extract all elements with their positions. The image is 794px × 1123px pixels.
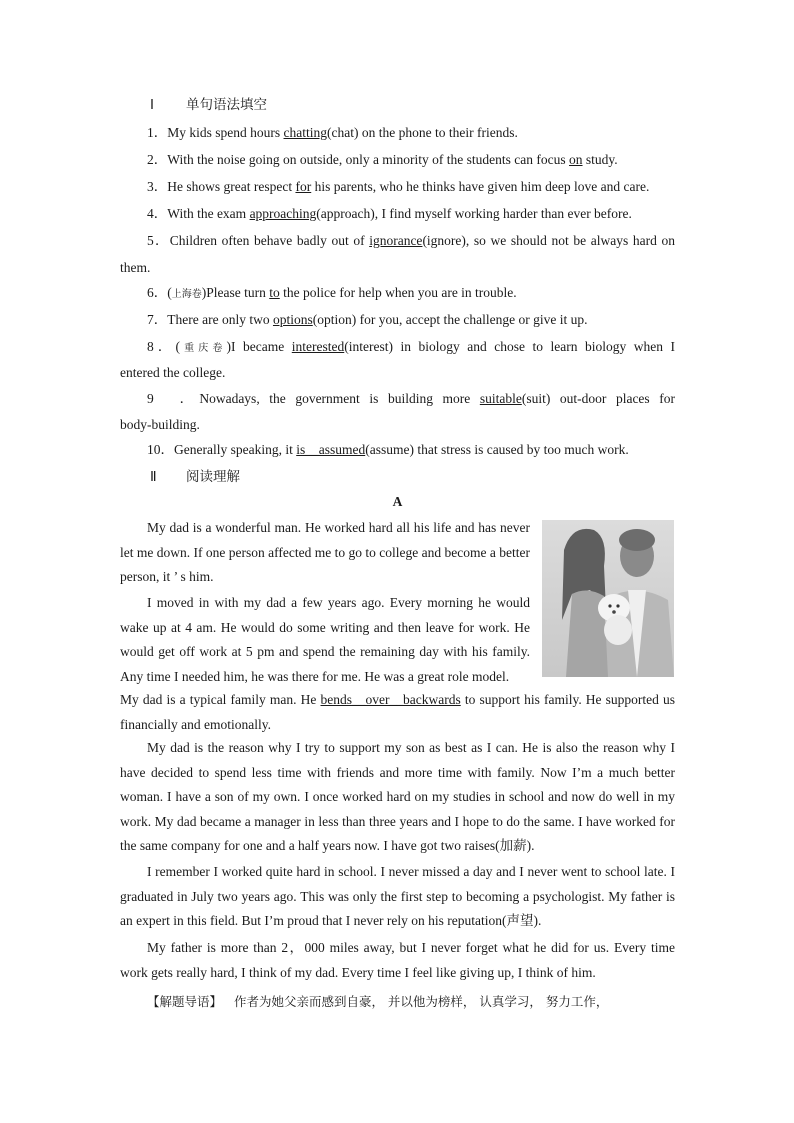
source-tag: 重庆卷 bbox=[180, 343, 227, 354]
paragraph-3-end: to support his family. He supported us financially and emotionally. bbox=[120, 692, 676, 732]
paragraph-3-start: My dad is a typical family man. He bbox=[120, 692, 317, 707]
exercise-text: 9 ．Nowadays, the government is building more bbox=[147, 391, 480, 406]
exercise-text: (chat) on the phone to their friends. bbox=[327, 125, 518, 140]
section-heading-reading bbox=[150, 468, 240, 486]
exercise-line bbox=[147, 151, 675, 169]
exercise-line bbox=[147, 311, 675, 329]
exercise-text: 3．He shows great respect bbox=[147, 179, 296, 194]
father-daughter-photo bbox=[542, 520, 674, 677]
answer-blank: to bbox=[269, 285, 280, 300]
exercise-text: the police for help when you are in trouble. bbox=[279, 285, 517, 300]
exercise-line bbox=[147, 178, 675, 196]
section-number: Ⅱ bbox=[150, 469, 157, 484]
answer-blank: bends__over__backwards bbox=[320, 692, 461, 707]
section-heading-grammar bbox=[150, 96, 267, 114]
answer-blank: suitable bbox=[479, 391, 522, 406]
exercise-text: 4．With the exam bbox=[147, 206, 250, 221]
section-title: 阅读理解 bbox=[186, 469, 240, 485]
exercise-text: (interest) in biology and chose to learn biology when I bbox=[344, 339, 676, 354]
exercise-text: 8．( bbox=[147, 339, 181, 354]
exercise-text: 2．With the noise going on outside, only a minority of the students can focus bbox=[147, 152, 570, 167]
section-title: 单句语法填空 bbox=[186, 97, 267, 113]
answer-blank: ignorance bbox=[369, 233, 423, 248]
paragraph-3 bbox=[120, 688, 675, 737]
answer-blank: interested bbox=[291, 339, 345, 354]
exercise-line bbox=[147, 441, 675, 459]
exercise-text: (approach), I find myself working harder than ever before. bbox=[316, 206, 632, 221]
exercise-text: 6．( bbox=[147, 285, 172, 300]
exercise-text: them. bbox=[120, 260, 151, 275]
source-tag: 上海卷 bbox=[171, 289, 202, 300]
answer-blank: for bbox=[295, 179, 312, 194]
passage-label: A bbox=[392, 494, 403, 509]
guide-text: 作者为她父亲而感到自豪， 并以他为榜样， 认真学习， 努力工作， bbox=[233, 994, 609, 1009]
answer-blank: on bbox=[569, 152, 583, 167]
exercise-line bbox=[120, 416, 675, 434]
answer-blank: options bbox=[272, 312, 313, 327]
answer-blank: approaching bbox=[249, 206, 317, 221]
exercise-line bbox=[147, 390, 675, 408]
paragraph-6: My father is more than 2，000 miles away, but I never forget what he did for us. Every time work gets really hard, I think of my dad. Every time I feel like giving up, I think of him. bbox=[120, 940, 675, 980]
exercise-line bbox=[120, 364, 675, 382]
exercise-line bbox=[147, 232, 675, 250]
paragraph-2: I moved in with my dad a few years ago. Every morning he would wake up at 4 am. He would do some writing and then leave for work. He would get off work at 5 pm and spend the remaining day with his family. Any time I needed him, he was there for me. He was a great role model. bbox=[120, 595, 530, 684]
exercise-line bbox=[147, 284, 675, 304]
exercise-text: )Please turn bbox=[201, 285, 270, 300]
paragraph-5: I remember I worked quite hard in school. I never missed a day and I never went to school late. I graduated in July two years ago. This was only the first step to becoming a psychologist. My father is an expert in this field. But I’m proud that I never rely on his reputation(声望). bbox=[120, 864, 675, 928]
answer-blank: chatting bbox=[283, 125, 328, 140]
exercise-text: 10．Generally speaking, it bbox=[147, 442, 297, 457]
exercise-line bbox=[147, 124, 675, 142]
exercise-line bbox=[120, 259, 675, 277]
answer-blank: is__assumed bbox=[296, 442, 366, 457]
exercise-text: entered the college. bbox=[120, 365, 226, 380]
section-number: Ⅰ bbox=[150, 97, 154, 112]
exercise-text: (option) for you, accept the challenge or give it up. bbox=[312, 312, 588, 327]
guide-line bbox=[147, 993, 675, 1011]
exercise-text: (suit) out-door places for bbox=[521, 391, 675, 406]
exercise-text: 7．There are only two bbox=[147, 312, 273, 327]
paragraph-1: My dad is a wonderful man. He worked hard all his life and has never let me down. If one person affected me to go to college and become a better person, it ’ s him. bbox=[120, 520, 530, 584]
exercise-text: study. bbox=[582, 152, 618, 167]
guide-label: 【解题导语】 bbox=[147, 994, 223, 1009]
exercise-text: his parents, who he thinks have given him deep love and care. bbox=[311, 179, 650, 194]
exercise-text: (ignore), so we should not be always hard on bbox=[422, 233, 676, 248]
exercise-text: 1．My kids spend hours bbox=[147, 125, 284, 140]
exercise-text: )I became bbox=[226, 339, 292, 354]
exercise-text: body-building. bbox=[120, 417, 200, 432]
paragraph-4: My dad is the reason why I try to support my son as best as I can. He is also the reason why I have decided to spend less time with friends and more time with family. Now I’m a much better woman. I have a son of my own. I once worked hard on my studies in school and now do well in my work. My dad became a manager in less than three years and I hope to do the same. I have worked for the same company for one and a half years now. I have got two raises(加薪). bbox=[120, 740, 675, 853]
exercise-line bbox=[147, 205, 675, 223]
exercise-line bbox=[147, 338, 675, 358]
exercise-text: 5．Children often behave badly out of bbox=[147, 233, 370, 248]
exercise-text: (assume) that stress is caused by too much work. bbox=[365, 442, 629, 457]
